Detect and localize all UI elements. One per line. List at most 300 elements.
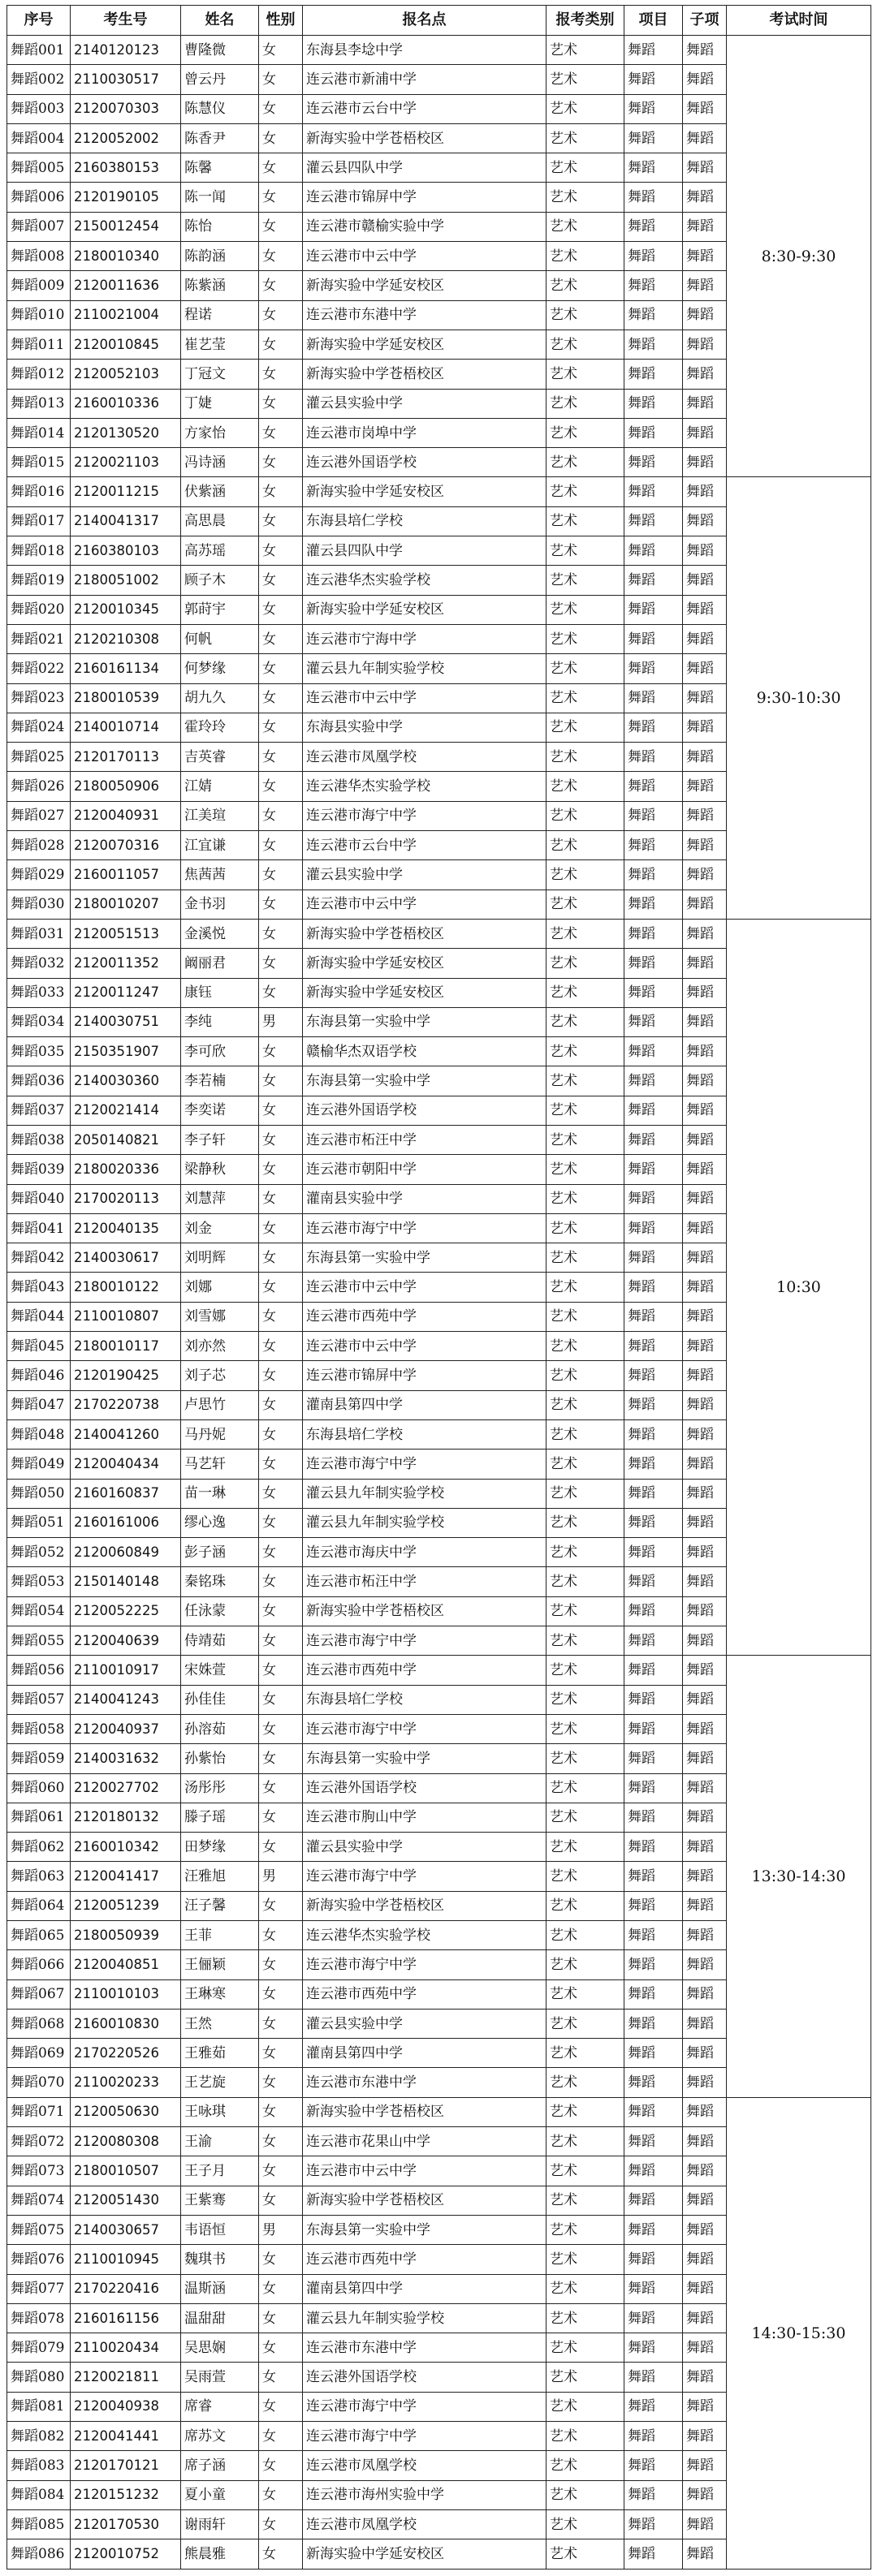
gender-cell: 女 <box>259 595 303 624</box>
gender-cell: 女 <box>259 2392 303 2421</box>
seq-cell: 舞蹈038 <box>7 1125 71 1154</box>
name-cell: 吉英睿 <box>181 743 259 772</box>
site-cell: 东海县培仁学校 <box>303 506 547 536</box>
header-sub: 子项 <box>683 6 727 36</box>
category-cell: 艺术 <box>547 566 624 595</box>
sub-cell: 舞蹈 <box>683 360 727 389</box>
seq-cell: 舞蹈019 <box>7 566 71 595</box>
seq-cell: 舞蹈063 <box>7 1862 71 1891</box>
project-cell: 舞蹈 <box>624 1891 683 1920</box>
site-cell: 东海县第一实验中学 <box>303 1007 547 1036</box>
category-cell: 艺术 <box>547 919 624 948</box>
exam-id-cell: 2160161156 <box>71 2303 181 2333</box>
seq-cell: 舞蹈017 <box>7 506 71 536</box>
site-cell: 连云港市锦屏中学 <box>303 183 547 212</box>
sub-cell: 舞蹈 <box>683 300 727 330</box>
category-cell: 艺术 <box>547 978 624 1007</box>
exam-time-slot: 9:30-10:30 <box>727 477 871 919</box>
site-cell: 连云港市云台中学 <box>303 831 547 860</box>
project-cell: 舞蹈 <box>624 949 683 978</box>
project-cell: 舞蹈 <box>624 860 683 890</box>
exam-id-cell: 2180010507 <box>71 2156 181 2186</box>
site-cell: 新海实验中学延安校区 <box>303 477 547 506</box>
name-cell: 王渝 <box>181 2127 259 2156</box>
exam-id-cell: 2120010752 <box>71 2539 181 2569</box>
name-cell: 谢雨轩 <box>181 2509 259 2539</box>
site-cell: 连云港市东港中学 <box>303 2333 547 2363</box>
table-row <box>7 477 871 506</box>
site-cell: 连云港市柘汪中学 <box>303 1125 547 1154</box>
category-cell: 艺术 <box>547 831 624 860</box>
header-site: 报名点 <box>303 6 547 36</box>
seq-cell: 舞蹈039 <box>7 1155 71 1184</box>
name-cell: 陈香尹 <box>181 123 259 153</box>
gender-cell: 女 <box>259 1479 303 1508</box>
name-cell: 吴雨萱 <box>181 2363 259 2392</box>
seq-cell: 舞蹈032 <box>7 949 71 978</box>
seq-cell: 舞蹈064 <box>7 1891 71 1920</box>
project-cell: 舞蹈 <box>624 1419 683 1449</box>
name-cell: 夏小童 <box>181 2480 259 2509</box>
sub-cell: 舞蹈 <box>683 890 727 919</box>
site-cell: 新海实验中学延安校区 <box>303 271 547 300</box>
project-cell: 舞蹈 <box>624 153 683 183</box>
seq-cell: 舞蹈078 <box>7 2303 71 2333</box>
name-cell: 王紫骞 <box>181 2186 259 2215</box>
exam-id-cell: 2120040434 <box>71 1450 181 1479</box>
seq-cell: 舞蹈073 <box>7 2156 71 2186</box>
project-cell: 舞蹈 <box>624 1773 683 1803</box>
category-cell: 艺术 <box>547 1508 624 1537</box>
exam-id-cell: 2120051430 <box>71 2186 181 2215</box>
seq-cell: 舞蹈045 <box>7 1332 71 1361</box>
exam-id-cell: 2160161134 <box>71 654 181 683</box>
gender-cell: 女 <box>259 2539 303 2569</box>
site-cell: 连云港华杰实验学校 <box>303 772 547 801</box>
seq-cell: 舞蹈081 <box>7 2392 71 2421</box>
seq-cell: 舞蹈022 <box>7 654 71 683</box>
seq-cell: 舞蹈058 <box>7 1714 71 1743</box>
category-cell: 艺术 <box>547 2274 624 2303</box>
project-cell: 舞蹈 <box>624 1155 683 1184</box>
gender-cell: 女 <box>259 1066 303 1096</box>
site-cell: 新海实验中学延安校区 <box>303 595 547 624</box>
seq-cell: 舞蹈053 <box>7 1567 71 1596</box>
name-cell: 韦语恒 <box>181 2215 259 2244</box>
site-cell: 东海县第一实验中学 <box>303 1066 547 1096</box>
exam-id-cell: 2160161006 <box>71 1508 181 1537</box>
project-cell: 舞蹈 <box>624 123 683 153</box>
sub-cell: 舞蹈 <box>683 624 727 653</box>
exam-id-cell: 2110021004 <box>71 300 181 330</box>
seq-cell: 舞蹈083 <box>7 2451 71 2480</box>
site-cell: 灌云县九年制实验学校 <box>303 654 547 683</box>
site-cell: 连云港市海宁中学 <box>303 1950 547 1979</box>
project-cell: 舞蹈 <box>624 2363 683 2392</box>
gender-cell: 女 <box>259 801 303 830</box>
seq-cell: 舞蹈071 <box>7 2097 71 2126</box>
exam-id-cell: 2170220526 <box>71 2039 181 2068</box>
exam-id-cell: 2120060849 <box>71 1538 181 1567</box>
exam-id-cell: 2120040135 <box>71 1213 181 1243</box>
project-cell: 舞蹈 <box>624 1450 683 1479</box>
header-project: 项目 <box>624 6 683 36</box>
name-cell: 陈紫涵 <box>181 271 259 300</box>
exam-id-cell: 2050140821 <box>71 1125 181 1154</box>
exam-id-cell: 2110030517 <box>71 65 181 94</box>
site-cell: 连云港市海庆中学 <box>303 1538 547 1567</box>
category-cell: 艺术 <box>547 2215 624 2244</box>
sub-cell: 舞蹈 <box>683 978 727 1007</box>
site-cell: 灌南县第四中学 <box>303 1390 547 1419</box>
sub-cell: 舞蹈 <box>683 1773 727 1803</box>
name-cell: 陈一闻 <box>181 183 259 212</box>
name-cell: 金溪悦 <box>181 919 259 948</box>
exam-id-cell: 2180010117 <box>71 1332 181 1361</box>
sub-cell: 舞蹈 <box>683 65 727 94</box>
sub-cell: 舞蹈 <box>683 2480 727 2509</box>
project-cell: 舞蹈 <box>624 1656 683 1685</box>
exam-id-cell: 2120021414 <box>71 1096 181 1125</box>
site-cell: 连云港市凤凰学校 <box>303 2509 547 2539</box>
exam-id-cell: 2120180132 <box>71 1803 181 1832</box>
category-cell: 艺术 <box>547 801 624 830</box>
category-cell: 艺术 <box>547 1803 624 1832</box>
gender-cell: 女 <box>259 183 303 212</box>
project-cell: 舞蹈 <box>624 978 683 1007</box>
category-cell: 艺术 <box>547 271 624 300</box>
sub-cell: 舞蹈 <box>683 2186 727 2215</box>
project-cell: 舞蹈 <box>624 536 683 566</box>
name-cell: 汤彤彤 <box>181 1773 259 1803</box>
category-cell: 艺术 <box>547 1125 624 1154</box>
name-cell: 汪雅旭 <box>181 1862 259 1891</box>
sub-cell: 舞蹈 <box>683 536 727 566</box>
sub-cell: 舞蹈 <box>683 801 727 830</box>
category-cell: 艺术 <box>547 1626 624 1656</box>
site-cell: 连云港市新浦中学 <box>303 65 547 94</box>
name-cell: 马丹妮 <box>181 1419 259 1449</box>
site-cell: 新海实验中学延安校区 <box>303 330 547 359</box>
category-cell: 艺术 <box>547 1155 624 1184</box>
site-cell: 灌云县九年制实验学校 <box>303 1508 547 1537</box>
sub-cell: 舞蹈 <box>683 418 727 447</box>
site-cell: 灌云县实验中学 <box>303 389 547 418</box>
name-cell: 吴思娴 <box>181 2333 259 2363</box>
project-cell: 舞蹈 <box>624 1714 683 1743</box>
name-cell: 陈慧仪 <box>181 94 259 123</box>
name-cell: 王然 <box>181 2009 259 2038</box>
site-cell: 灌云县实验中学 <box>303 2009 547 2038</box>
sub-cell: 舞蹈 <box>683 477 727 506</box>
site-cell: 新海实验中学苍梧校区 <box>303 1891 547 1920</box>
project-cell: 舞蹈 <box>624 330 683 359</box>
site-cell: 连云港外国语学校 <box>303 448 547 477</box>
exam-id-cell: 2120070316 <box>71 831 181 860</box>
seq-cell: 舞蹈004 <box>7 123 71 153</box>
category-cell: 艺术 <box>547 1862 624 1891</box>
gender-cell: 女 <box>259 2509 303 2539</box>
name-cell: 崔艺莹 <box>181 330 259 359</box>
seq-cell: 舞蹈024 <box>7 713 71 742</box>
exam-id-cell: 2120130520 <box>71 418 181 447</box>
sub-cell: 舞蹈 <box>683 860 727 890</box>
name-cell: 田梦缘 <box>181 1833 259 1862</box>
project-cell: 舞蹈 <box>624 2039 683 2068</box>
category-cell: 艺术 <box>547 2039 624 2068</box>
project-cell: 舞蹈 <box>624 94 683 123</box>
name-cell: 王艺旋 <box>181 2068 259 2097</box>
sub-cell: 舞蹈 <box>683 1803 727 1832</box>
site-cell: 连云港市朝阳中学 <box>303 1155 547 1184</box>
gender-cell: 女 <box>259 271 303 300</box>
name-cell: 何帆 <box>181 624 259 653</box>
sub-cell: 舞蹈 <box>683 2009 727 2038</box>
site-cell: 新海实验中学苍梧校区 <box>303 2186 547 2215</box>
seq-cell: 舞蹈048 <box>7 1419 71 1449</box>
gender-cell: 女 <box>259 1685 303 1714</box>
header-exam-id: 考生号 <box>71 6 181 36</box>
sub-cell: 舞蹈 <box>683 1538 727 1567</box>
exam-id-cell: 2120151232 <box>71 2480 181 2509</box>
seq-cell: 舞蹈035 <box>7 1037 71 1066</box>
gender-cell: 女 <box>259 1273 303 1302</box>
category-cell: 艺术 <box>547 1744 624 1773</box>
site-cell: 东海县第一实验中学 <box>303 2215 547 2244</box>
gender-cell: 女 <box>259 654 303 683</box>
seq-cell: 舞蹈043 <box>7 1273 71 1302</box>
exam-id-cell: 2120170121 <box>71 2451 181 2480</box>
sub-cell: 舞蹈 <box>683 919 727 948</box>
gender-cell: 女 <box>259 2274 303 2303</box>
site-cell: 连云港市西苑中学 <box>303 1302 547 1331</box>
site-cell: 连云港市云台中学 <box>303 94 547 123</box>
name-cell: 王子月 <box>181 2156 259 2186</box>
gender-cell: 女 <box>259 153 303 183</box>
name-cell: 滕子瑶 <box>181 1803 259 1832</box>
gender-cell: 女 <box>259 65 303 94</box>
gender-cell: 女 <box>259 1213 303 1243</box>
name-cell: 温甜甜 <box>181 2303 259 2333</box>
site-cell: 赣榆华杰双语学校 <box>303 1037 547 1066</box>
gender-cell: 女 <box>259 1538 303 1567</box>
project-cell: 舞蹈 <box>624 2156 683 2186</box>
gender-cell: 女 <box>259 1361 303 1390</box>
sub-cell: 舞蹈 <box>683 1567 727 1596</box>
seq-cell: 舞蹈033 <box>7 978 71 1007</box>
name-cell: 冯诗涵 <box>181 448 259 477</box>
exam-id-cell: 2120041441 <box>71 2422 181 2451</box>
exam-id-cell: 2120010345 <box>71 595 181 624</box>
site-cell: 连云港市宁海中学 <box>303 624 547 653</box>
exam-id-cell: 2160380153 <box>71 153 181 183</box>
exam-id-cell: 2120080308 <box>71 2127 181 2156</box>
exam-id-cell: 2160010830 <box>71 2009 181 2038</box>
seq-cell: 舞蹈051 <box>7 1508 71 1537</box>
exam-id-cell: 2150140148 <box>71 1567 181 1596</box>
exam-id-cell: 2180010122 <box>71 1273 181 1302</box>
gender-cell: 女 <box>259 2480 303 2509</box>
seq-cell: 舞蹈075 <box>7 2215 71 2244</box>
site-cell: 连云港市海宁中学 <box>303 1626 547 1656</box>
site-cell: 新海实验中学延安校区 <box>303 949 547 978</box>
project-cell: 舞蹈 <box>624 1626 683 1656</box>
sub-cell: 舞蹈 <box>683 2422 727 2451</box>
seq-cell: 舞蹈084 <box>7 2480 71 2509</box>
category-cell: 艺术 <box>547 1479 624 1508</box>
project-cell: 舞蹈 <box>624 890 683 919</box>
project-cell: 舞蹈 <box>624 713 683 742</box>
category-cell: 艺术 <box>547 1302 624 1331</box>
seq-cell: 舞蹈069 <box>7 2039 71 2068</box>
seq-cell: 舞蹈060 <box>7 1773 71 1803</box>
category-cell: 艺术 <box>547 65 624 94</box>
category-cell: 艺术 <box>547 2451 624 2480</box>
gender-cell: 女 <box>259 713 303 742</box>
name-cell: 马艺轩 <box>181 1450 259 1479</box>
exam-id-cell: 2120021811 <box>71 2363 181 2392</box>
exam-id-cell: 2170220416 <box>71 2274 181 2303</box>
seq-cell: 舞蹈055 <box>7 1626 71 1656</box>
category-cell: 艺术 <box>547 153 624 183</box>
seq-cell: 舞蹈001 <box>7 36 71 65</box>
exam-id-cell: 2170220738 <box>71 1390 181 1419</box>
exam-id-cell: 2140041260 <box>71 1419 181 1449</box>
project-cell: 舞蹈 <box>624 477 683 506</box>
name-cell: 刘子芯 <box>181 1361 259 1390</box>
name-cell: 王雅茹 <box>181 2039 259 2068</box>
site-cell: 灌南县第四中学 <box>303 2039 547 2068</box>
gender-cell: 女 <box>259 1332 303 1361</box>
sub-cell: 舞蹈 <box>683 1155 727 1184</box>
category-cell: 艺术 <box>547 448 624 477</box>
site-cell: 新海实验中学苍梧校区 <box>303 1596 547 1626</box>
project-cell: 舞蹈 <box>624 2009 683 2038</box>
seq-cell: 舞蹈034 <box>7 1007 71 1036</box>
gender-cell: 女 <box>259 1596 303 1626</box>
category-cell: 艺术 <box>547 183 624 212</box>
project-cell: 舞蹈 <box>624 1213 683 1243</box>
sub-cell: 舞蹈 <box>683 2039 727 2068</box>
exam-id-cell: 2110010945 <box>71 2245 181 2274</box>
project-cell: 舞蹈 <box>624 1538 683 1567</box>
site-cell: 连云港市东港中学 <box>303 2068 547 2097</box>
site-cell: 连云港市柘汪中学 <box>303 1567 547 1596</box>
seq-cell: 舞蹈023 <box>7 683 71 713</box>
exam-id-cell: 2120170113 <box>71 743 181 772</box>
project-cell: 舞蹈 <box>624 418 683 447</box>
category-cell: 艺术 <box>547 1714 624 1743</box>
category-cell: 艺术 <box>547 624 624 653</box>
site-cell: 灌云县九年制实验学校 <box>303 1479 547 1508</box>
sub-cell: 舞蹈 <box>683 2303 727 2333</box>
exam-time-slot: 10:30 <box>727 919 871 1655</box>
name-cell: 熊晨雅 <box>181 2539 259 2569</box>
header-exam-time: 考试时间 <box>727 6 871 36</box>
exam-id-cell: 2180010539 <box>71 683 181 713</box>
gender-cell: 男 <box>259 2215 303 2244</box>
gender-cell: 女 <box>259 94 303 123</box>
project-cell: 舞蹈 <box>624 595 683 624</box>
gender-cell: 女 <box>259 831 303 860</box>
site-cell: 连云港市海州实验中学 <box>303 2480 547 2509</box>
category-cell: 艺术 <box>547 949 624 978</box>
category-cell: 艺术 <box>547 1538 624 1567</box>
seq-cell: 舞蹈066 <box>7 1950 71 1979</box>
sub-cell: 舞蹈 <box>683 1096 727 1125</box>
project-cell: 舞蹈 <box>624 212 683 241</box>
table-row <box>7 1656 871 1685</box>
exam-id-cell: 2160010342 <box>71 1833 181 1862</box>
seq-cell: 舞蹈076 <box>7 2245 71 2274</box>
gender-cell: 女 <box>259 1450 303 1479</box>
seq-cell: 舞蹈059 <box>7 1744 71 1773</box>
category-cell: 艺术 <box>547 683 624 713</box>
name-cell: 丁冠文 <box>181 360 259 389</box>
seq-cell: 舞蹈018 <box>7 536 71 566</box>
project-cell: 舞蹈 <box>624 2303 683 2333</box>
category-cell: 艺术 <box>547 890 624 919</box>
category-cell: 艺术 <box>547 595 624 624</box>
category-cell: 艺术 <box>547 2422 624 2451</box>
name-cell: 霍玲玲 <box>181 713 259 742</box>
seq-cell: 舞蹈067 <box>7 1979 71 2009</box>
exam-time-slot: 14:30-15:30 <box>727 2097 871 2569</box>
seq-cell: 舞蹈027 <box>7 801 71 830</box>
category-cell: 艺术 <box>547 1390 624 1419</box>
site-cell: 连云港市赣榆实验中学 <box>303 212 547 241</box>
project-cell: 舞蹈 <box>624 2245 683 2274</box>
exam-id-cell: 2160010336 <box>71 389 181 418</box>
name-cell: 彭子涵 <box>181 1538 259 1567</box>
project-cell: 舞蹈 <box>624 743 683 772</box>
name-cell: 曹隆微 <box>181 36 259 65</box>
site-cell: 新海实验中学苍梧校区 <box>303 123 547 153</box>
category-cell: 艺术 <box>547 1656 624 1685</box>
project-cell: 舞蹈 <box>624 1596 683 1626</box>
header-gender: 性别 <box>259 6 303 36</box>
category-cell: 艺术 <box>547 1567 624 1596</box>
name-cell: 江宜谦 <box>181 831 259 860</box>
exam-id-cell: 2120052002 <box>71 123 181 153</box>
sub-cell: 舞蹈 <box>683 506 727 536</box>
project-cell: 舞蹈 <box>624 624 683 653</box>
name-cell: 江美瑄 <box>181 801 259 830</box>
project-cell: 舞蹈 <box>624 448 683 477</box>
exam-id-cell: 2160011057 <box>71 860 181 890</box>
site-cell: 连云港市海宁中学 <box>303 2422 547 2451</box>
category-cell: 艺术 <box>547 1950 624 1979</box>
project-cell: 舞蹈 <box>624 1332 683 1361</box>
exam-id-cell: 2120040937 <box>71 1714 181 1743</box>
category-cell: 艺术 <box>547 506 624 536</box>
site-cell: 连云港市海宁中学 <box>303 2392 547 2421</box>
exam-id-cell: 2120051513 <box>71 919 181 948</box>
gender-cell: 女 <box>259 477 303 506</box>
seq-cell: 舞蹈026 <box>7 772 71 801</box>
exam-id-cell: 2120021103 <box>71 448 181 477</box>
category-cell: 艺术 <box>547 1243 624 1273</box>
project-cell: 舞蹈 <box>624 271 683 300</box>
gender-cell: 女 <box>259 123 303 153</box>
project-cell: 舞蹈 <box>624 801 683 830</box>
category-cell: 艺术 <box>547 1037 624 1066</box>
exam-id-cell: 2120210308 <box>71 624 181 653</box>
gender-cell: 女 <box>259 2068 303 2097</box>
sub-cell: 舞蹈 <box>683 1891 727 1920</box>
sub-cell: 舞蹈 <box>683 242 727 271</box>
sub-cell: 舞蹈 <box>683 2539 727 2569</box>
